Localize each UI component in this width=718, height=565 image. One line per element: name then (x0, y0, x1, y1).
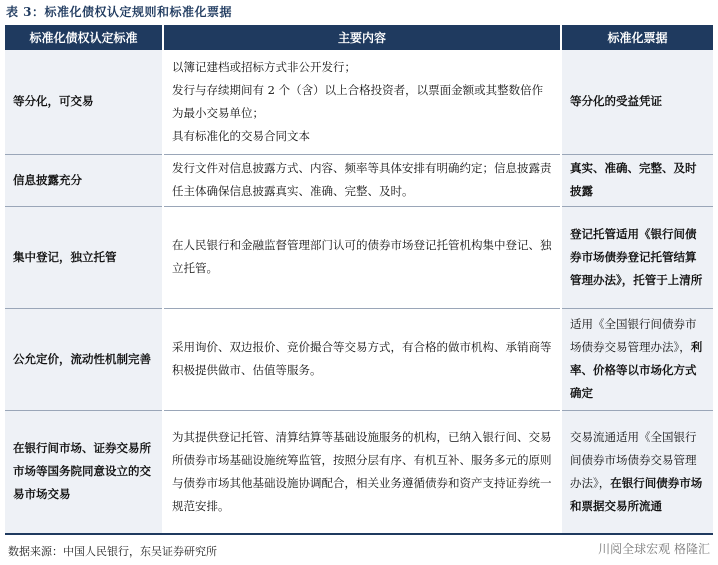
bill-cell: 登记托管适用《银行间债券市场债券登记托管结算管理办法》，托管于上清所 (561, 206, 713, 308)
standard-cell: 等分化，可交易 (5, 50, 163, 154)
bill-plain-text: 交易流通适用《全国银行间债券市场债券交易管理办法》， (570, 429, 697, 490)
content-cell: 采用询价、双边报价、竞价撮合等交易方式，有合格的做市机构、承销商等积极提供做市、估值等服务。 (163, 308, 561, 410)
table-row (5, 154, 713, 206)
bill-cell (561, 308, 713, 410)
table-row (5, 308, 713, 410)
table-title: 表 3：标准化债权认定规则和标准化票据 (6, 5, 233, 19)
source-note: 数据来源：中国人民银行，东吴证券研究所 (8, 545, 217, 558)
standard-cell: 在银行间市场、证券交易所市场等国务院同意设立的交易市场交易 (5, 410, 163, 534)
content-cell: 在人民银行和金融监督管理部门认可的债券市场登记托管机构集中登记、独立托管。 (163, 206, 561, 308)
content-line: 具有标准化的交易合同文本 (172, 128, 310, 143)
bill-cell: 真实、准确、完整、及时披露 (561, 154, 713, 206)
content-line: 以簿记建档或招标方式非公开发行； (172, 59, 356, 74)
header-row (5, 25, 713, 50)
bill-bold-text: 在银行间债券市场和票据交易所流通 (570, 475, 703, 513)
bill-cell (561, 410, 713, 534)
content-cell: 发行文件对信息披露方式、内容、频率等具体安排有明确约定；信息披露责任主体确保信息披露真实、准确、完整、及时。 (163, 154, 561, 206)
bill-plain-text: 适用《全国银行间债券市场债券交易管理办法》， (570, 317, 697, 354)
header-content: 主要内容 (163, 25, 561, 50)
header-standard: 标准化债权认定标准 (5, 25, 163, 50)
bill-bold-text: 利率、价格等以市场化方式确定 (570, 340, 703, 400)
bill-cell: 等分化的受益凭证 (561, 50, 713, 154)
table-row (5, 206, 713, 308)
content-line: 发行与存续期间有 2 个（含）以上合格投资者，以票面金额或其整数倍作为最小交易单位； (172, 82, 544, 120)
standard-cell: 信息披露充分 (5, 154, 163, 206)
table-row (5, 50, 713, 154)
standards-table (5, 25, 713, 535)
header-bill: 标准化票据 (561, 25, 713, 50)
table-row (5, 410, 713, 534)
standard-cell: 公允定价，流动性机制完善 (5, 308, 163, 410)
watermark: 川阅全球宏观 格隆汇 (598, 542, 710, 556)
content-cell (163, 50, 561, 154)
content-cell: 为其提供登记托管、清算结算等基础设施服务的机构，已纳入银行间、交易所债券市场基础设施统筹监管，按照分层有序、有机互补、服务多元的原则与债券市场其他基础设施协调配合，相关业务遵循债券和资产支持证券统一规范安排。 (163, 410, 561, 534)
standard-cell: 集中登记，独立托管 (5, 206, 163, 308)
